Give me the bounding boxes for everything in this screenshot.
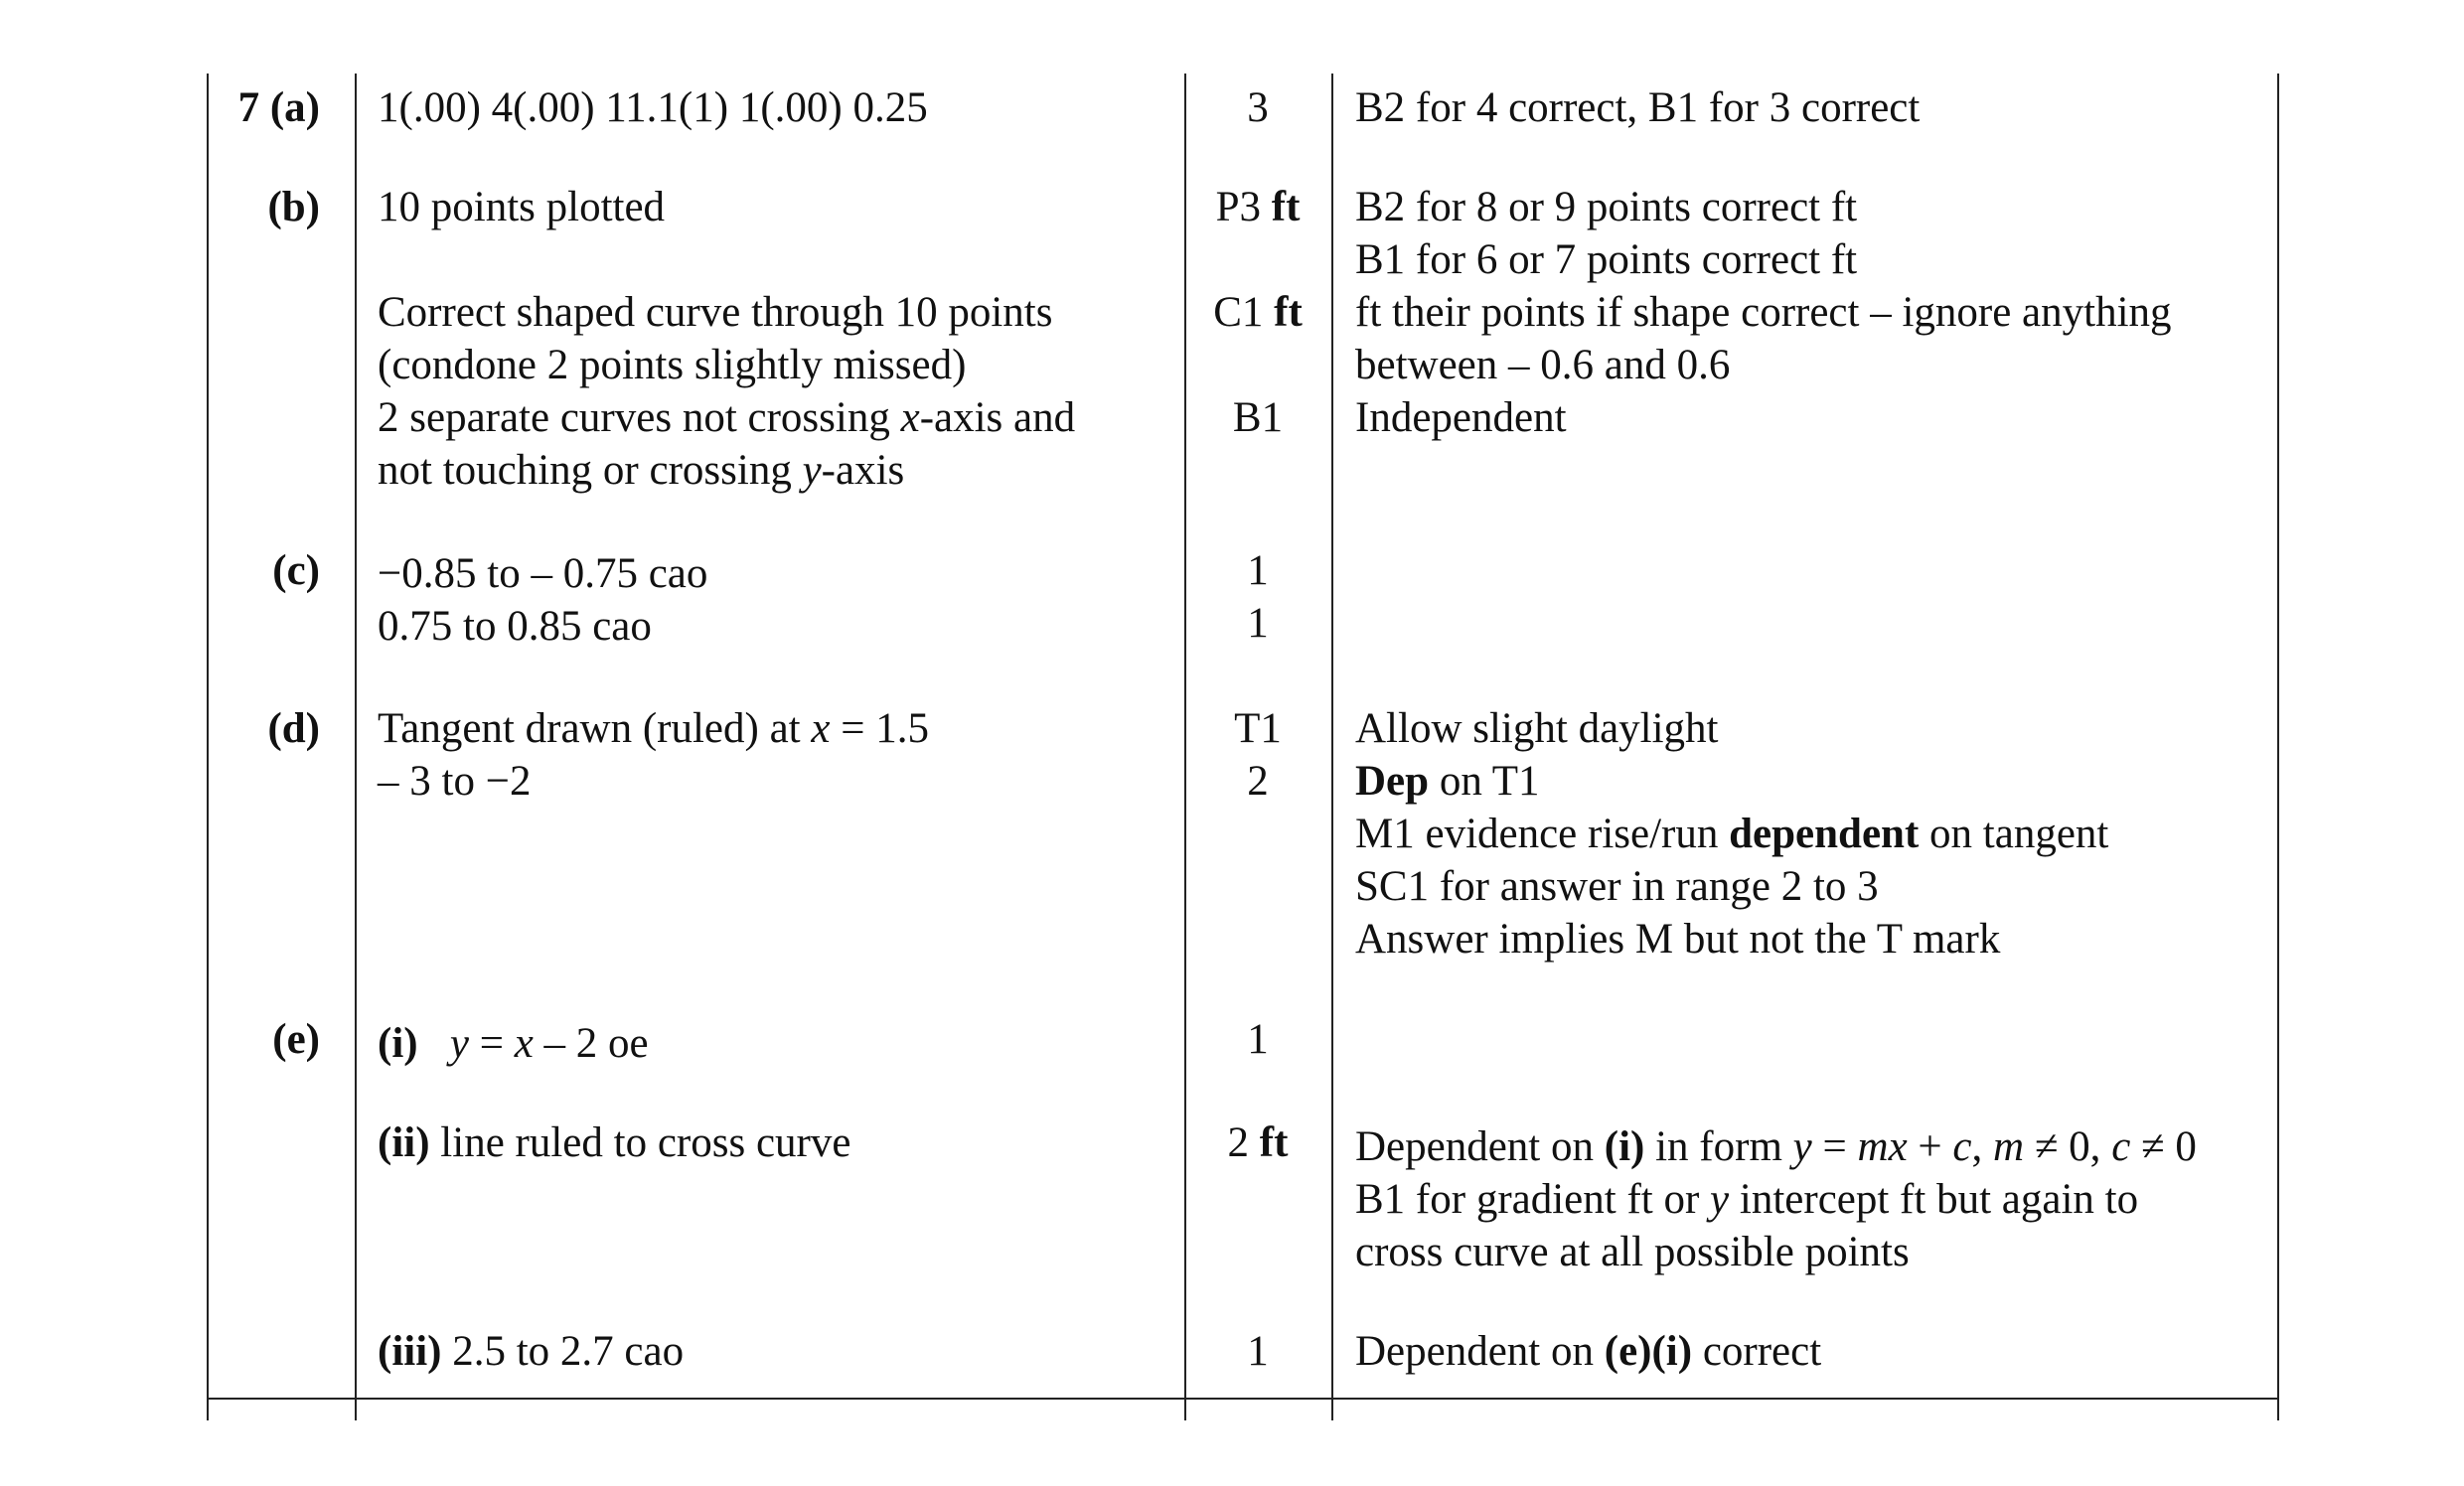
mark-e-iii: 1 (1247, 1328, 1269, 1375)
guidance-d-4: SC1 for answer in range 2 to 3 (1355, 863, 1879, 910)
guidance-e-ii-2: B1 for gradient ft or y intercept ft but again to (1355, 1176, 2139, 1223)
answer-e-iii: (iii) 2.5 to 2.7 cao (378, 1328, 685, 1375)
answer-d-1: Tangent drawn (ruled) at x = 1.5 (378, 705, 929, 752)
guidance-e-iii: Dependent on (e)(i) correct (1355, 1328, 1822, 1375)
part-label-a: 7 (a) (237, 84, 320, 131)
guidance-d-2: Dep on T1 (1355, 758, 1540, 805)
answer-e-ii: (ii) line ruled to cross curve (378, 1119, 851, 1166)
column-divider-mark (1331, 74, 1333, 1420)
guidance-e-ii-3: cross curve at all possible points (1355, 1229, 1910, 1275)
guidance-b-1a: B2 for 8 or 9 points correct ft (1355, 184, 1858, 230)
guidance-b-2a: ft their points if shape correct – ignore anything (1355, 289, 2172, 336)
part-label-c: (c) (272, 547, 320, 594)
mark-b-2: C1 ft (1213, 289, 1303, 336)
guidance-b-3: Independent (1355, 394, 1567, 441)
guidance-e-ii-1: Dependent on (i) in form y = mx + c, m ≠ 0, c ≠ 0 (1355, 1123, 2197, 1170)
guidance-d-3: M1 evidence rise/run dependent on tangent (1355, 811, 2109, 857)
mark-d-2: 2 (1247, 758, 1269, 805)
table-border-right (2277, 74, 2279, 1420)
answer-c-1: −0.85 to – 0.75 cao (378, 550, 708, 597)
answer-b-2a: Correct shaped curve through 10 points (378, 289, 1053, 336)
column-divider-part (355, 74, 357, 1420)
mark-d-1: T1 (1234, 705, 1282, 752)
answer-c-2: 0.75 to 0.85 cao (378, 603, 652, 650)
part-label-e: (e) (272, 1016, 320, 1063)
mark-a: 3 (1247, 84, 1269, 131)
mark-b-3: B1 (1232, 394, 1284, 441)
part-label-b: (b) (267, 184, 320, 230)
answer-b-2b: (condone 2 points slightly missed) (378, 342, 967, 388)
answer-b-1: 10 points plotted (378, 184, 666, 230)
mark-e-ii: 2 ft (1227, 1119, 1289, 1166)
mark-c-2: 1 (1247, 600, 1269, 647)
guidance-b-1b: B1 for 6 or 7 points correct ft (1355, 236, 1858, 283)
table-bottom-rule (207, 1398, 2278, 1400)
answer-d-2: – 3 to −2 (378, 758, 532, 805)
answer-b-3a: 2 separate curves not crossing x-axis and (378, 394, 1076, 441)
mark-e-i: 1 (1247, 1016, 1269, 1063)
mark-c-1: 1 (1247, 547, 1269, 594)
guidance-a: B2 for 4 correct, B1 for 3 correct (1355, 84, 1921, 131)
answer-e-i: (i) y = x – 2 oe (378, 1020, 649, 1067)
answer-b-3b: not touching or crossing y-axis (378, 447, 905, 494)
guidance-d-1: Allow slight daylight (1355, 705, 1719, 752)
part-label-d: (d) (267, 705, 320, 752)
guidance-d-5: Answer implies M but not the T mark (1355, 916, 2001, 963)
mark-b-1: P3 ft (1215, 184, 1301, 230)
guidance-b-2b: between – 0.6 and 0.6 (1355, 342, 1731, 388)
answer-a: 1(.00) 4(.00) 11.1(1) 1(.00) 0.25 (378, 84, 928, 131)
